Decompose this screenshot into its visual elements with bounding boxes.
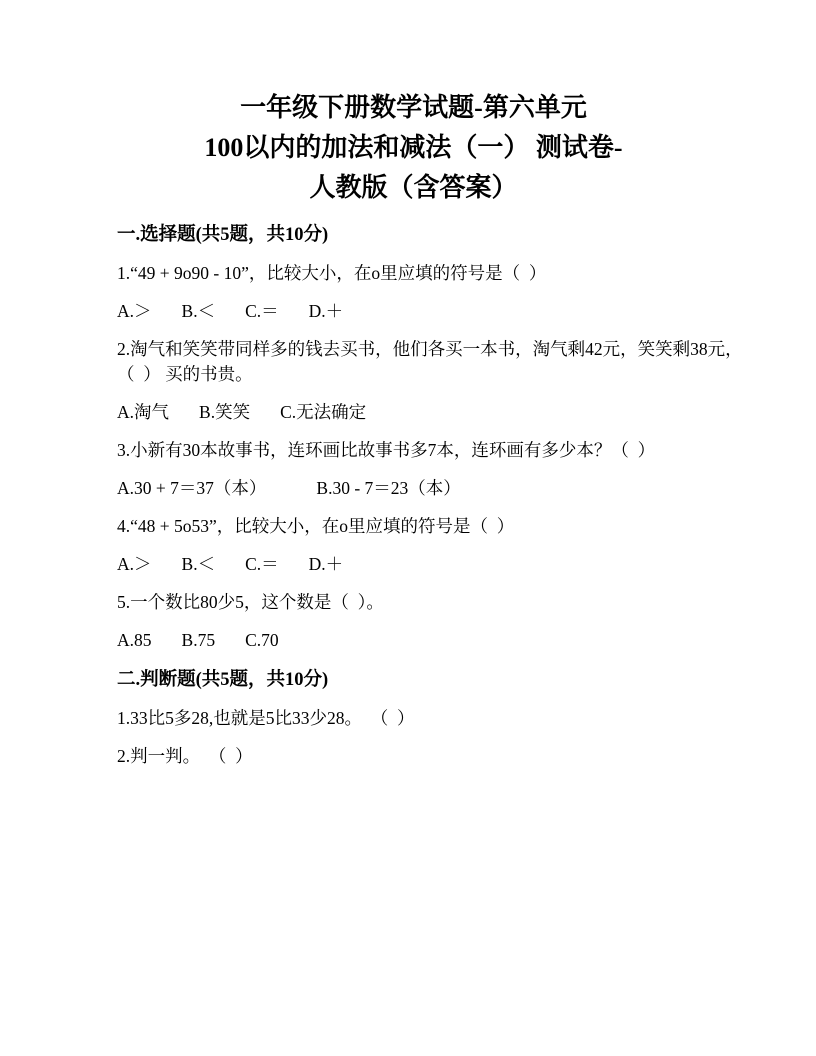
question-3-options xyxy=(117,476,720,501)
question-1-options xyxy=(117,299,720,324)
option-a: A.85 xyxy=(117,630,152,650)
question-5-options xyxy=(117,628,720,653)
option-c: C.＝ xyxy=(245,554,279,574)
judgment-question-2 xyxy=(117,744,720,769)
section-heading-judgment: 二.判断题(共5题，共10分) xyxy=(117,670,329,690)
question-1 xyxy=(117,261,720,286)
question-text: 3.小新有30本故事书，连环画比故事书多7本，连环画有多少本？（ ） xyxy=(117,440,656,460)
question-4-options xyxy=(117,552,720,577)
title-line-3: 人教版（含答案） xyxy=(309,173,518,202)
option-a: A.＞ xyxy=(117,554,152,574)
title-line-1: 一年级下册数学试题-第六单元 xyxy=(240,93,587,122)
option-b: B.75 xyxy=(181,630,216,650)
question-3 xyxy=(117,438,720,463)
judgment-question-1 xyxy=(117,706,720,731)
question-text: 1.33比5多28,也就是5比33少28。 （ ） xyxy=(117,708,415,728)
question-2 xyxy=(117,337,743,387)
question-2-options xyxy=(117,400,720,425)
question-5 xyxy=(117,590,720,615)
question-text: 2.判一判。 （ ） xyxy=(117,746,253,766)
option-c: C.＝ xyxy=(245,301,279,321)
option-a: A.30 + 7＝37（本） xyxy=(117,478,267,498)
option-d: D.＋ xyxy=(308,301,344,321)
option-b: B.＜ xyxy=(181,301,216,321)
question-text: 2.淘气和笑笑带同样多的钱去买书，他们各买一本书，淘气剩42元，笑笑剩38元， xyxy=(117,339,743,359)
option-b: B.笑笑 xyxy=(199,402,251,422)
option-b: B.30 - 7＝23（本） xyxy=(316,478,461,498)
question-text-continued: （ ） 买的书贵。 xyxy=(117,364,253,384)
title-line-2: 100以内的加法和减法（一） 测试卷- xyxy=(204,133,623,162)
option-a: A.淘气 xyxy=(117,402,170,422)
option-c: C.70 xyxy=(245,630,279,650)
option-b: B.＜ xyxy=(181,554,216,574)
question-text: 5.一个数比80少5，这个数是（ ）。 xyxy=(117,592,384,612)
question-text: 4.“48 + 5o53”，比较大小，在o里应填的符号是（ ） xyxy=(117,516,515,536)
section-heading-choice: 一.选择题(共5题，共10分) xyxy=(117,225,329,245)
page-title xyxy=(107,88,720,208)
option-a: A.＞ xyxy=(117,301,152,321)
question-text: 1.“49 + 9o90 - 10”，比较大小，在o里应填的符号是（ ） xyxy=(117,263,547,283)
option-c: C.无法确定 xyxy=(280,402,367,422)
option-d: D.＋ xyxy=(308,554,344,574)
section-judgment-questions xyxy=(117,668,720,769)
section-choice-questions xyxy=(117,223,743,653)
question-4 xyxy=(117,514,720,539)
